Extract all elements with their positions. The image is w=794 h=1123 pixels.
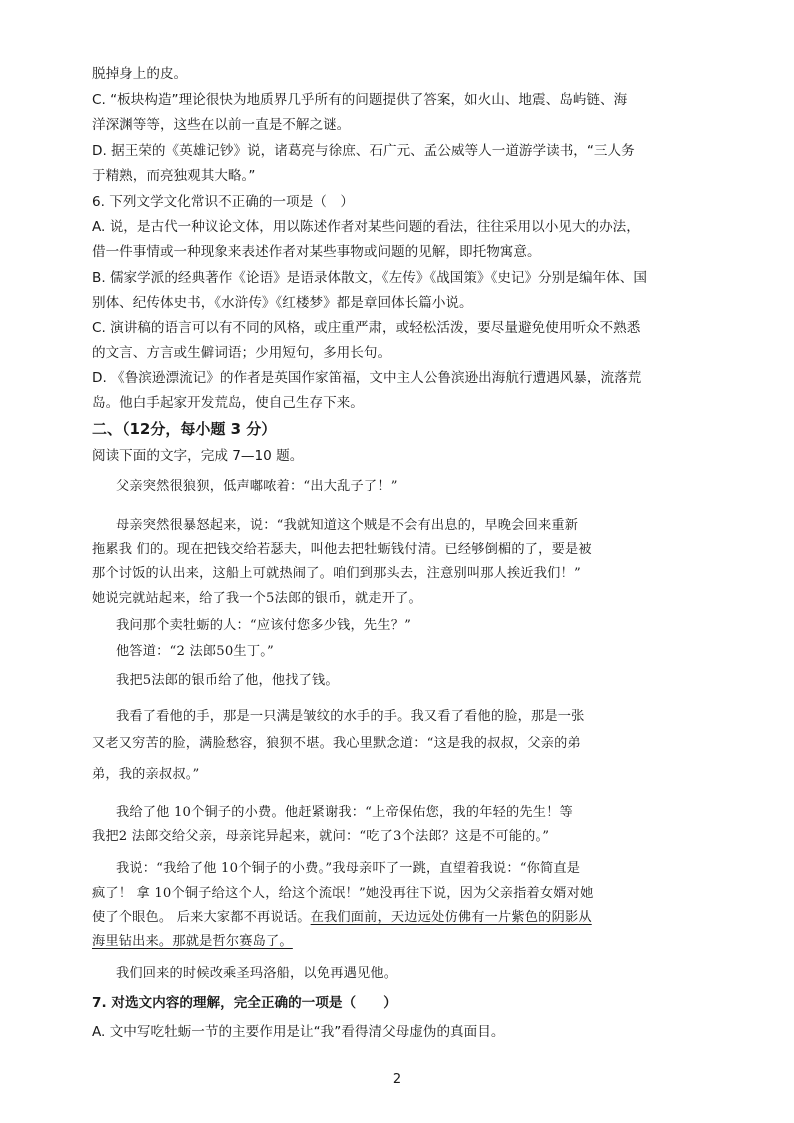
passage-line bbox=[92, 908, 712, 928]
passage-line: 我把5法郎的银币给了他，他找了钱。 bbox=[116, 673, 339, 688]
option-b-line: B. 儒家学派的经典著作《论语》是语录体散文，《左传》《战国策》《史记》分别是编年体、国 bbox=[92, 270, 647, 286]
page-number: 2 bbox=[392, 1072, 402, 1087]
passage-line: 疯了！ 拿 10个铜子给这个人，给这个流氓！”她没再往下说，因为父亲指着女婿对她 bbox=[92, 886, 594, 901]
passage-line: 她说完就站起来，给了我一个5法郎的银币，就走开了。 bbox=[92, 591, 422, 606]
passage-line: 我把2 法郎交给父亲，母亲诧异起来，就问：“吃了3个法郎？这是不可能的。” bbox=[92, 829, 550, 844]
option-a-line: A. 说，是古代一种议论文体，用以陈述作者对某些问题的看法，往往采用以小见大的办法， bbox=[92, 219, 640, 235]
passage-line: 我看了看他的手，那是一只满是皱纹的水手的手。我又看了看他的脸，那是一张 bbox=[116, 709, 585, 724]
passage-text: 使了个眼色。 后来大家都不再说话。 bbox=[92, 910, 311, 925]
text-line: 的文言、方言或生僻词语；少用短句，多用长句。 bbox=[92, 345, 392, 361]
passage-line: 我们回来的时候改乘圣玛洛船，以免再遇见他。 bbox=[116, 966, 398, 981]
reading-instruction: 阅读下面的文字，完成 7—10 题。 bbox=[92, 448, 304, 464]
question-7: 7. 对选文内容的理解，完全正确的一项是（ ） bbox=[92, 995, 397, 1011]
section-title: 二、（12分，每小题 3 分） bbox=[92, 420, 277, 438]
underlined-sentence: 海里钻出来。那就是哲尔赛岛了。 bbox=[92, 934, 293, 949]
text-line: 借一件事情或一种现象来表述作者对某些事物或问题的见解，即托物寓意。 bbox=[92, 244, 541, 260]
text-line: 别体、纪传体史书，《水浒传》《红楼梦》都是章回体长篇小说。 bbox=[92, 295, 473, 311]
option-d-line: D. 据王荣的《英雄记钞》说，诸葛亮与徐庶、石广元、孟公威等人一道游学读书，“三人务 bbox=[92, 143, 635, 159]
option-c-line: C. “板块构造”理论很快为地质界几乎所有的问题提供了答案，如火山、地震、岛屿链、海 bbox=[92, 92, 628, 108]
passage-line: 那个讨饭的认出来，这船上可就热闹了。咱们到那头去，注意别叫那人挨近我们！” bbox=[92, 566, 581, 581]
text-line: 脱掉身上的皮。 bbox=[92, 66, 188, 82]
passage-line: 母亲突然很暴怒起来，说：“我就知道这个贼是不会有出息的，早晚会回来重新 bbox=[116, 518, 579, 533]
passage-line: 他答道：“2 法郎50生丁。” bbox=[116, 644, 274, 659]
passage-line: 又老又穷苦的脸，满脸愁容，狼狈不堪。我心里默念道：“这是我的叔叔，父亲的弟 bbox=[92, 736, 581, 751]
option-a-line: A. 文中写吃牡蛎一节的主要作用是让“我”看得清父母虚伪的真面目。 bbox=[92, 1024, 505, 1040]
passage-line: 父亲突然很狼狈，低声嘟哝着：“出大乱子了！” bbox=[116, 479, 398, 494]
passage-line: 拖累我 们的。现在把钱交给若瑟夫，叫他去把牡蛎钱付清。已经够倒楣的了，要是被 bbox=[92, 542, 592, 557]
passage-line: 我说：“我给了他 10个铜子的小费。”我母亲吓了一跳，直望着我说：“你简直是 bbox=[116, 861, 581, 876]
passage-line: 弟，我的亲叔叔。” bbox=[92, 767, 200, 782]
option-d-line: D. 《鲁滨逊漂流记》的作者是英国作家笛福，文中主人公鲁滨逊出海航行遭遇风暴，流落荒 bbox=[92, 370, 642, 386]
passage-line: 我给了他 10个铜子的小费。他赶紧谢我：“上帝保佑您，我的年轻的先生！等 bbox=[116, 805, 573, 820]
option-c-line: C. 演讲稿的语言可以有不同的风格，或庄重严肃，或轻松活泼，要尽量避免使用听众不熟悉 bbox=[92, 320, 641, 336]
text-line: 洋深渊等等，这些在以前一直是不解之谜。 bbox=[92, 117, 351, 133]
passage-line: 我问那个卖牡蛎的人：“应该付您多少钱，先生？” bbox=[116, 618, 412, 633]
question-6: 6. 下列文学文化常识不正确的一项是（ ） bbox=[92, 194, 354, 210]
text-line: 于精熟，而亮独观其大略。” bbox=[92, 168, 256, 184]
underlined-sentence: 在我们面前，天边远处仿佛有一片紫色的阴影从 bbox=[310, 910, 592, 925]
text-line: 岛。他白手起家开发荒岛，使自己生存下来。 bbox=[92, 395, 364, 411]
